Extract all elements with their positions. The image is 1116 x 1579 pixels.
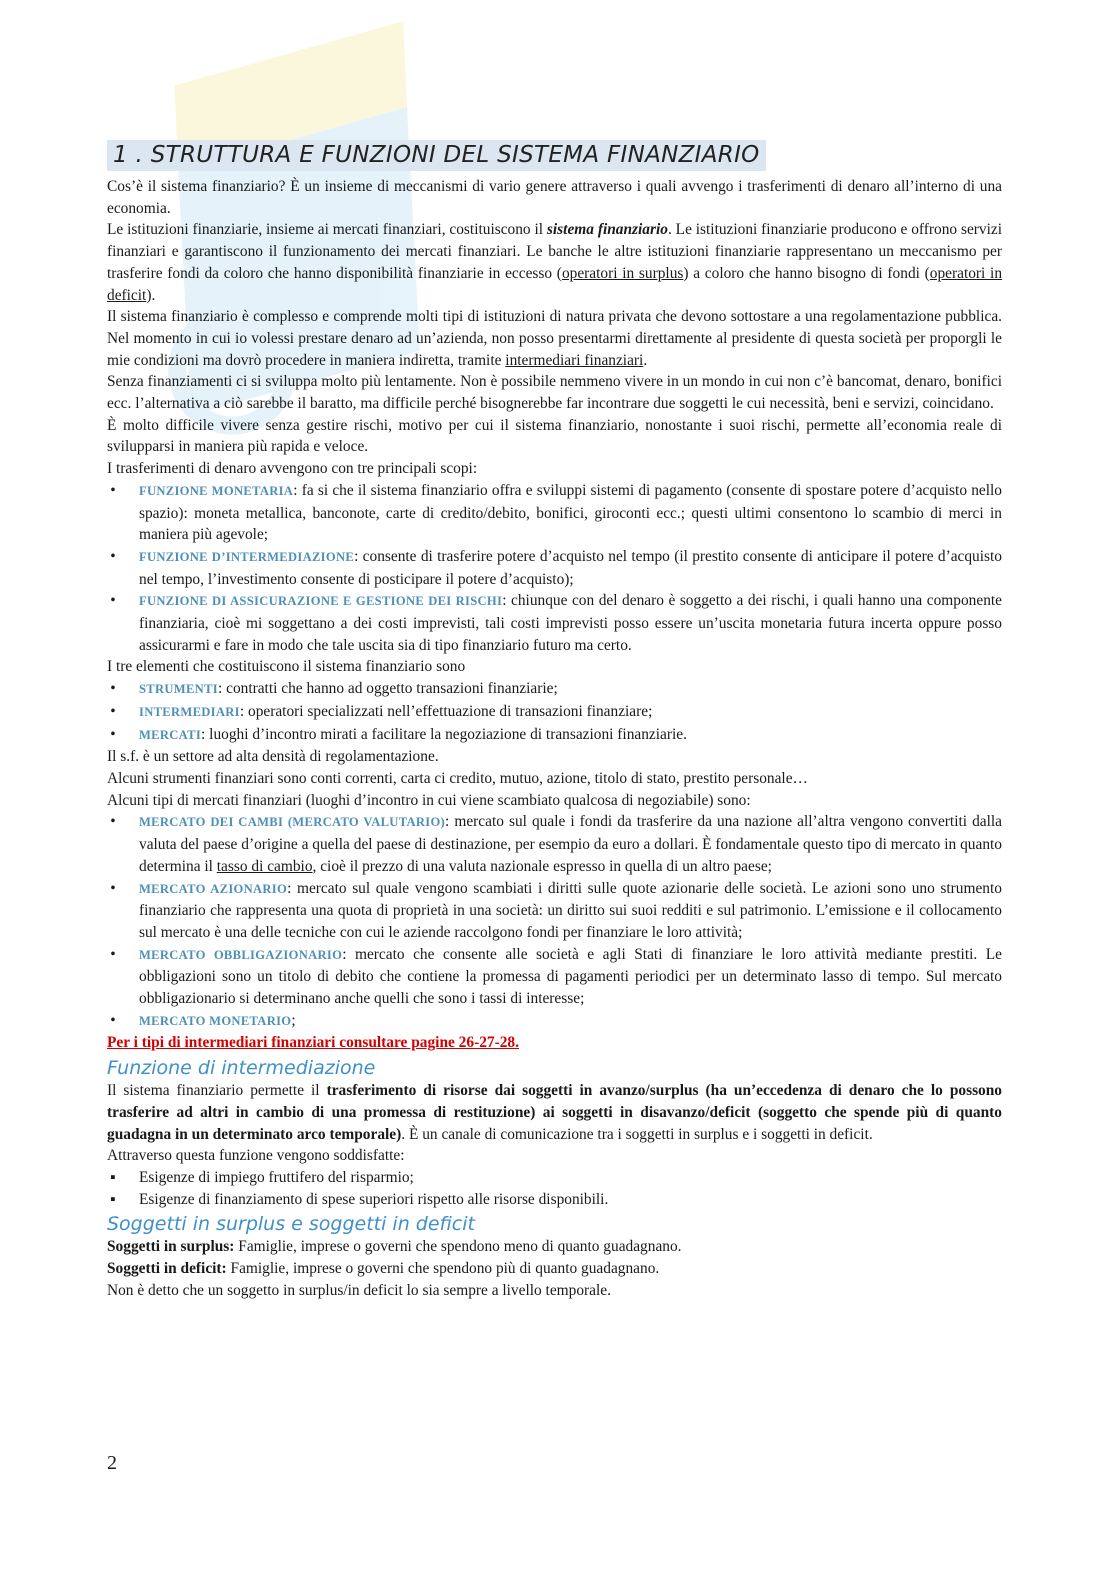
list-item: • MERCATO MONETARIO;: [107, 1010, 1002, 1033]
bullet-icon: •: [110, 725, 116, 743]
term-sistema-finanziario: sistema finanziario: [546, 221, 668, 239]
list-item: • FUNZIONE MONETARIA: fa si che il sistema finanziario offra e sviluppi sistemi di pagamento (consente di spostare potere d’acquisto nello spazio): moneta metallica, banconote, carte di credito/debito, bonifici, giroconti ecc.; questi ultimi consentono lo scambio di merci in maniera più agevole;: [107, 480, 1002, 546]
term-intermediari-finanziari: intermediari finanziari: [505, 351, 644, 369]
list-scopi: [107, 480, 1002, 657]
paragraph-scopi-intro: I trasferimenti di denaro avvengono con tre principali scopi:: [107, 460, 478, 478]
list-item: • MERCATI: luoghi d’incontro mirati a facilitare la negoziazione di transazioni finanziarie.: [107, 724, 1002, 747]
paragraph-temporale: Non è detto che un soggetto in surplus/in deficit lo sia sempre a livello temporale.: [107, 1281, 611, 1299]
list-item: • MERCATO AZIONARIO: mercato sul quale vengono scambiati i diritti sulle quote azionarie delle società. Le azioni sono uno strumento finanziario che rappresenta una quota di proprietà in una società: un diritto sui suoi redditi e sul patrimonio. L’emissione e il collocamento sul mercato è una delle tecniche con cui le aziende raccolgono fondi per finanziare le loro attività;: [107, 878, 1002, 944]
bullet-icon: •: [110, 592, 116, 610]
list-item: ▪ Esigenze di finanziamento di spese superiori rispetto alle risorse disponibili.: [107, 1189, 1002, 1211]
paragraph-mercati-intro: Alcuni tipi di mercati finanziari (luoghi d’incontro in cui viene scambiato qualcosa di negoziabile) sono:: [107, 791, 751, 809]
paragraph-intro: Cos’è il sistema finanziario? È un insieme di meccanismi di vario genere attraverso i quali avvengo i trasferimenti di denaro all’interno di una economia.: [107, 178, 1002, 217]
section-heading-intermediazione: Funzione di intermediazione: [107, 1057, 376, 1080]
list-item: • FUNZIONE D’INTERMEDIAZIONE: consente di trasferire potere d’acquisto nel tempo (il prestito consente di anticipare il potere d’acquisto nel tempo, l’investimento consente di posticipare il potere d’acquisto);: [107, 546, 1002, 590]
bullet-icon: •: [110, 879, 116, 897]
paragraph-trasferimento: Il sistema finanziario permette il trasferimento di risorse dai soggetti in avanzo/surplus (ha un’eccedenza di denaro che lo possono trasferire ad altri in cambio di una promessa di restituzione) ai soggetti in disavanzo/deficit (soggetto che spende più di quanto guadagna in un determinato arco temporale). È un canale di comunicazione tra i soggetti in surplus e i soggetti in deficit.: [107, 1082, 1003, 1143]
paragraph-istituzioni: Le istituzioni finanziarie, insieme ai mercati finanziari, costituiscono il sistema finanziario. Le istituzioni finanziarie producono e offrono servizi finanziari e garantiscono il funzionamento dei mercati finanziari. Le banche le altre istituzioni finanziarie rappresentano un meccanismo per trasferire fondi da coloro che hanno disponibilità finanziarie in eccesso (operatori in surplus) a coloro che hanno bisogno di fondi (operatori in deficit).: [107, 221, 1003, 304]
bullet-icon: •: [110, 547, 116, 565]
list-item: • MERCATO DEI CAMBI (MERCATO VALUTARIO): mercato sul quale i fondi da trasferire da una nazione all’altra vengono convertiti dalla valuta del paese d’origine a quella del paese di destinazione, per esempio da euro a dollari. È fondamentale questo tipo di mercato in quanto determina il tasso di cambio, cioè il prezzo di una valuta nazionale espresso in quella di un altro paese;: [107, 811, 1002, 877]
paragraph-rischi: È molto difficile vivere senza gestire rischi, motivo per cui il sistema finanziario, nonostante i suoi rischi, permette all’economia reale di svilupparsi in maniera più rapida e veloce.: [107, 416, 1002, 456]
list-item: • INTERMEDIARI: operatori specializzati nell’effettuazione di transazioni finanziare;: [107, 701, 1002, 724]
bullet-icon: •: [110, 945, 116, 963]
square-bullet-icon: ▪: [110, 1168, 116, 1186]
term-operatori-surplus: operatori in surplus: [561, 264, 684, 282]
list-esigenze: [107, 1167, 1002, 1210]
list-item: ▪ Esigenze di impiego fruttifero del risparmio;: [107, 1167, 1002, 1189]
list-elementi: [107, 678, 1002, 746]
square-bullet-icon: ▪: [110, 1190, 116, 1208]
paragraph-esigenze-intro: Attraverso questa funzione vengono soddisfatte:: [107, 1147, 405, 1165]
term-tasso-di-cambio: tasso di cambio: [216, 857, 313, 875]
paragraph-finanziamenti: Senza finanziamenti ci si sviluppa molto più lentamente. Non è possibile nemmeno vivere in un mondo in cui non c’è bancomat, denaro, bonifici ecc. l’alternativa a ciò sarebbe il baratto, ma difficile perché bisognerebbe far incontrare due soggetti le cui necessità, beni e servizi, coincidano.: [107, 373, 1002, 413]
bullet-icon: •: [110, 481, 116, 499]
paragraph-regolamentazione: Il s.f. è un settore ad alta densità di regolamentazione.: [107, 748, 439, 766]
list-mercati: [107, 811, 1002, 1032]
list-item: • MERCATO OBBLIGAZIONARIO: mercato che consente alle società e agli Stati di finanziare le loro attività mediante prestiti. Le obbligazioni sono un titolo di debito che contiene la promessa di pagamenti periodici per un determinato lasso di tempo. Sul mercato obbligazionario si determinano anche quelli che sono i tassi di interesse;: [107, 944, 1002, 1010]
bold-definition: trasferimento di risorse dai soggetti in avanzo/surplus (ha un’eccedenza di denaro che lo possono trasferire ad altri in cambio di una promessa di restituzione) ai soggetti in disavanzo/deficit (soggetto che spende più di quanto guadagna in un determinato arco temporale): [107, 1082, 1003, 1143]
page-number: 2: [107, 1452, 117, 1474]
list-item: • STRUMENTI: contratti che hanno ad oggetto transazioni finanziarie;: [107, 678, 1002, 701]
term-operatori-deficit: operatori in deficit: [107, 264, 1003, 304]
paragraph-strumenti: Alcuni strumenti finanziari sono conti correnti, carta ci credito, mutuo, azione, titolo di stato, prestito personale…: [107, 769, 808, 787]
bullet-icon: •: [110, 1011, 116, 1029]
chapter-heading: 1 . STRUTTURA E FUNZIONI DEL SISTEMA FINANZIARIO: [107, 140, 766, 171]
section-heading-soggetti: Soggetti in surplus e soggetti in deficit: [107, 1213, 475, 1236]
bullet-icon: •: [110, 813, 116, 831]
bullet-icon: •: [110, 702, 116, 720]
definition-surplus: Soggetti in surplus: Famiglie, imprese o governi che spendono meno di quanto guadagnano.: [107, 1238, 682, 1256]
document-page: [107, 140, 1002, 1301]
list-item: • FUNZIONE DI ASSICURAZIONE E GESTIONE DEI RISCHI: chiunque con del denaro è soggetto a dei rischi, i quali hanno una componente finanziaria, cioè mi soggettano a dei costi imprevisti, tali costi imprevisti posso essere un’uscita monetaria futura incerta oppure posso assicurarmi e fare in modo che tale uscita sia di tipo finanziario futuro ma certo.: [107, 590, 1002, 656]
note-intermediari-pagine: Per i tipi di intermediari finanziari consultare pagine 26-27-28.: [107, 1034, 519, 1052]
paragraph-elementi-intro: I tre elementi che costituiscono il sistema finanziario sono: [107, 658, 466, 676]
definition-deficit: Soggetti in deficit: Famiglie, imprese o governi che spendono più di quanto guadagnano.: [107, 1260, 660, 1278]
paragraph-complessita: Il sistema finanziario è complesso e comprende molti tipi di istituzioni di natura privata che devono sottostare a una regolamentazione pubblica. Nel momento in cui io volessi prestare denaro ad un’azienda, non posso presentarmi direttamente al presidente di questa società per proporgli le mie condizioni ma dovrò procedere in maniera indiretta, tramite intermediari finanziari.: [107, 308, 1002, 369]
bullet-icon: •: [110, 680, 116, 698]
